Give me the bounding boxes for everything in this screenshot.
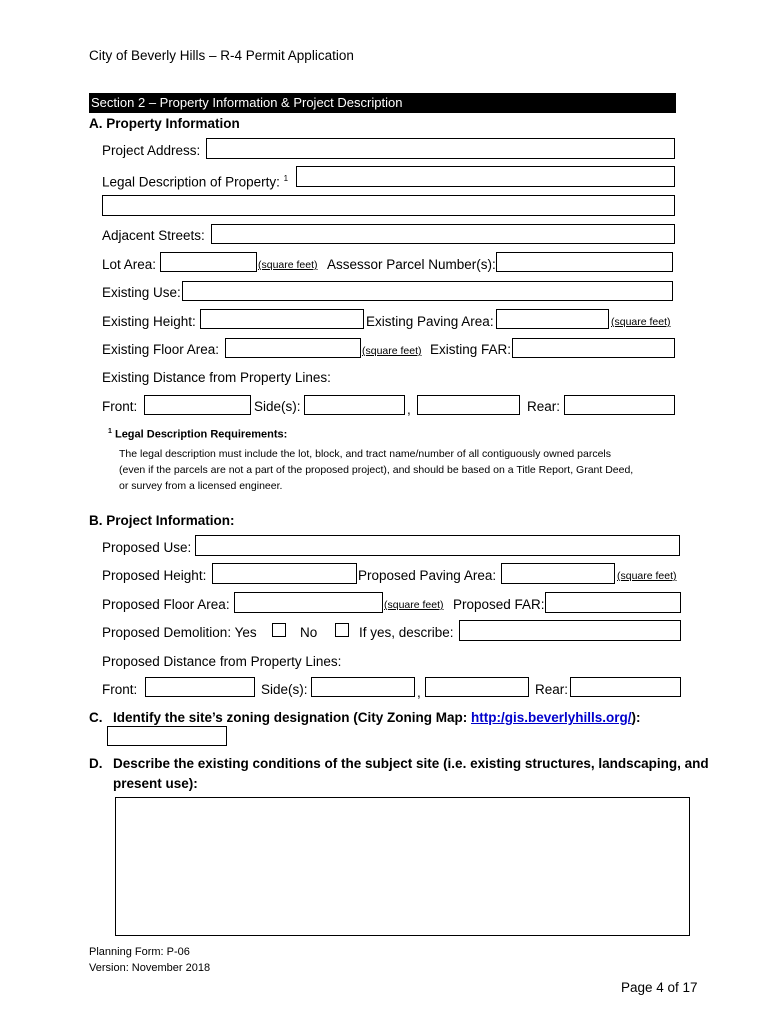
proposed-demolition-label: Proposed Demolition: Yes: [102, 625, 257, 640]
existing-height-input[interactable]: [200, 309, 364, 329]
proposed-floor-label: Proposed Floor Area:: [102, 597, 230, 612]
proposed-floor-input[interactable]: [234, 592, 383, 613]
demolition-no-label: No: [300, 625, 318, 640]
proposed-side2-input[interactable]: [425, 677, 529, 697]
footnote-marker: 1: [283, 174, 289, 183]
legal-description-label: [102, 171, 288, 191]
footnote-title-marker: 1: [108, 428, 112, 435]
part-a-heading: A. Property Information: [89, 116, 240, 131]
existing-front-label: Front:: [102, 399, 138, 414]
legal-description-input[interactable]: [296, 166, 675, 187]
proposed-side1-input[interactable]: [311, 677, 415, 697]
existing-use-label: Existing Use:: [102, 285, 181, 300]
zoning-designation-input[interactable]: [107, 726, 227, 746]
existing-use-input[interactable]: [182, 281, 673, 301]
lot-area-label: Lot Area:: [102, 257, 157, 272]
legal-description-text: Legal Description of Property:: [102, 174, 280, 190]
part-d-line-1: Describe the existing conditions of the subject site (i.e. existing structures, landscaping, and: [113, 756, 709, 771]
existing-front-input[interactable]: [144, 395, 251, 415]
footnote-title-text: Legal Description Requirements:: [114, 428, 288, 441]
part-c-text: [113, 710, 641, 726]
part-c-label: C.: [89, 710, 103, 725]
existing-floor-input[interactable]: [225, 338, 361, 358]
demolition-describe-label: If yes, describe:: [359, 625, 454, 640]
proposed-paving-label: Proposed Paving Area:: [358, 568, 497, 583]
existing-rear-label: Rear:: [527, 399, 561, 414]
proposed-paving-unit: (square feet): [617, 570, 677, 582]
footnote-line-3: or survey from a licensed engineer.: [119, 480, 283, 492]
existing-sides-label: Side(s):: [254, 399, 301, 414]
existing-far-label: Existing FAR:: [430, 342, 512, 357]
existing-paving-input[interactable]: [496, 309, 609, 329]
existing-side1-input[interactable]: [304, 395, 405, 415]
part-b-heading: B. Project Information:: [89, 513, 235, 528]
proposed-height-input[interactable]: [212, 563, 357, 584]
legal-description-input-line2[interactable]: [102, 195, 675, 216]
adjacent-streets-input[interactable]: [211, 224, 675, 244]
existing-sides-comma: ,: [407, 402, 411, 417]
proposed-use-label: Proposed Use:: [102, 540, 192, 555]
proposed-sides-label: Side(s):: [261, 682, 308, 697]
proposed-paving-input[interactable]: [501, 563, 615, 584]
proposed-front-label: Front:: [102, 682, 138, 697]
proposed-floor-unit: (square feet): [384, 599, 444, 611]
existing-height-label: Existing Height:: [102, 314, 196, 329]
existing-side2-input[interactable]: [417, 395, 520, 415]
demolition-no-checkbox[interactable]: [335, 623, 349, 637]
assessor-parcel-label: Assessor Parcel Number(s):: [327, 257, 496, 272]
existing-distance-label: Existing Distance from Property Lines:: [102, 370, 331, 385]
proposed-far-input[interactable]: [545, 592, 681, 613]
lot-area-input[interactable]: [160, 252, 257, 272]
existing-conditions-textarea[interactable]: [115, 797, 690, 936]
existing-paving-unit: (square feet): [611, 316, 671, 328]
footnote-title: [108, 428, 287, 441]
existing-floor-label: Existing Floor Area:: [102, 342, 220, 357]
part-c-end: ):: [631, 710, 641, 725]
proposed-front-input[interactable]: [145, 677, 255, 697]
proposed-rear-label: Rear:: [535, 682, 569, 697]
proposed-far-label: Proposed FAR:: [453, 597, 545, 612]
page-number: Page 4 of 17: [621, 980, 698, 995]
existing-far-input[interactable]: [512, 338, 675, 358]
proposed-distance-label: Proposed Distance from Property Lines:: [102, 654, 342, 669]
project-address-label: Project Address:: [102, 143, 201, 158]
existing-floor-unit: (square feet): [362, 345, 422, 357]
lot-area-unit: (square feet): [258, 259, 318, 271]
adjacent-streets-label: Adjacent Streets:: [102, 228, 205, 243]
part-c-question: Identify the site’s zoning designation (City Zoning Map:: [113, 710, 471, 725]
project-address-input[interactable]: [206, 138, 675, 159]
page-header-title: City of Beverly Hills – R-4 Permit Application: [89, 48, 354, 63]
demolition-describe-input[interactable]: [459, 620, 681, 641]
part-d-line-2: present use):: [113, 776, 198, 791]
assessor-parcel-input[interactable]: [496, 252, 673, 272]
existing-rear-input[interactable]: [564, 395, 675, 415]
proposed-height-label: Proposed Height:: [102, 568, 207, 583]
part-d-label: D.: [89, 756, 103, 771]
existing-paving-label: Existing Paving Area:: [366, 314, 494, 329]
footer-version: Version: November 2018: [89, 962, 211, 974]
footnote-line-1: The legal description must include the lot, block, and tract name/number of all contiguously owned parcels: [119, 448, 612, 460]
demolition-yes-checkbox[interactable]: [272, 623, 286, 637]
footnote-line-2: (even if the parcels are not a part of the proposed project), and should be based on a Title Report, Grant Deed,: [119, 464, 634, 476]
proposed-sides-comma: ,: [417, 685, 421, 700]
proposed-rear-input[interactable]: [570, 677, 681, 697]
footer-form: Planning Form: P-06: [89, 946, 190, 958]
zoning-map-link[interactable]: http:/gis.beverlyhills.org/: [471, 710, 632, 725]
proposed-use-input[interactable]: [195, 535, 680, 556]
section-title-bar: Section 2 – Property Information & Project Description: [89, 93, 676, 113]
